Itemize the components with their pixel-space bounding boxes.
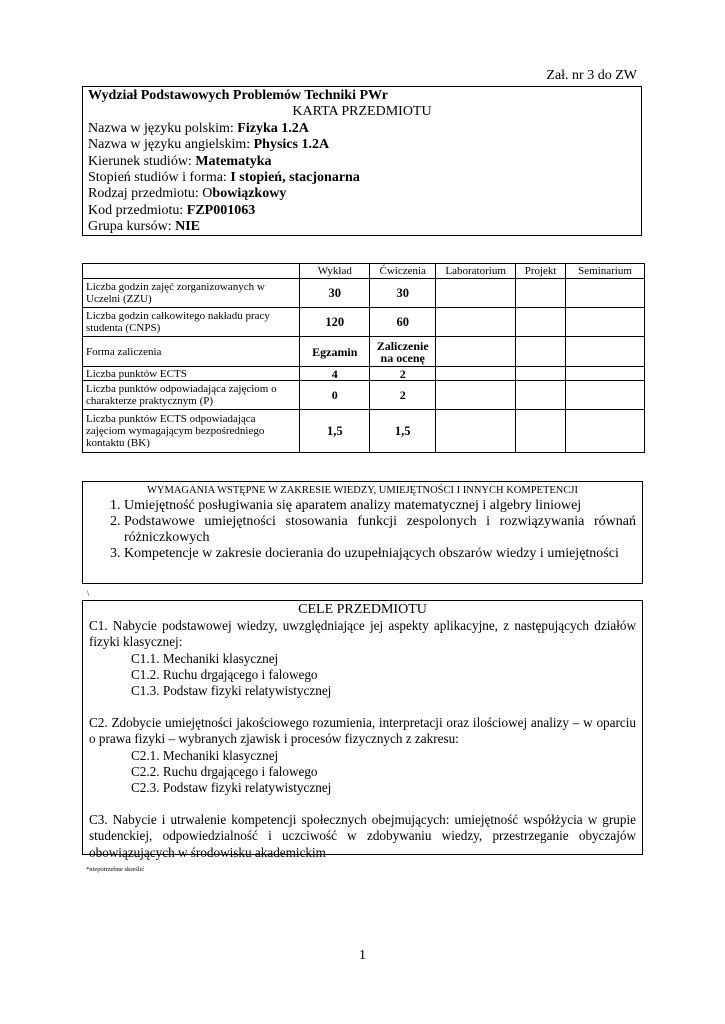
aim-sub-item: C2.3. Podstaw fizyki relatywistycznej (131, 780, 332, 796)
header-empty-cell (83, 264, 300, 279)
table-row (83, 410, 645, 453)
table-row (83, 279, 645, 308)
table-cell (436, 308, 516, 337)
table-cell: 2 (370, 367, 436, 381)
column-header: Laboratorium (436, 264, 516, 279)
row-label: Liczba punktów ECTS odpowiadająca zajęciom wymagającym bezpośredniego kontaktu (BK) (83, 410, 300, 453)
aims-title: CELE PRZEDMIOTU (298, 602, 427, 617)
row-label: Forma zaliczenia (83, 337, 300, 367)
row-label: Liczba punktów odpowiadająca zajęciom o charakterze praktycznym (P) (83, 381, 300, 410)
table-cell (516, 308, 566, 337)
faculty-name: Wydział Podstawowych Problemów Techniki PWr (88, 88, 388, 103)
aim-c3: C3. Nabycie i utrwalenie kompetencji społecznych obejmujących: umiejętność współżycia w grupie studenckiej, odpowiedzialność i uczciwość w zdobywaniu wiedzy, przestrzeganie obyczajów obowiązujących w środowisku akademickim (89, 812, 636, 860)
table-cell (566, 367, 645, 381)
table-cell (436, 279, 516, 308)
table-cell: 30 (370, 279, 436, 308)
attachment-note: Zał. nr 3 do ZW (546, 68, 637, 83)
header-row-name-en: Nazwa w języku angielskim: Physics 1.2A (88, 137, 330, 153)
requirements-list (89, 498, 636, 562)
spacer (89, 796, 636, 812)
table-cell (516, 337, 566, 367)
course-header-box (82, 86, 642, 236)
aim-c1: C1. Nabycie podstawowej wiedzy, uwzględniające jej aspekty aplikacyjne, z następujących działów fizyki klasycznej: (89, 618, 636, 650)
table-cell (516, 279, 566, 308)
column-header: Wykład (300, 264, 370, 279)
table-row (83, 381, 645, 410)
table-cell (516, 410, 566, 453)
table-cell (436, 337, 516, 367)
table-cell (436, 410, 516, 453)
header-row-level: Stopień studiów i forma: I stopień, stacjonarna (88, 170, 360, 186)
aim-sub-item: C1.3. Podstaw fizyki relatywistycznej (131, 683, 332, 699)
table-cell: 0 (300, 381, 370, 410)
aim-sub-item: C2.2. Ruchu drgającego i falowego (131, 763, 318, 779)
footnote: *niepotrzebne skreślić (86, 866, 145, 873)
requirements-title: WYMAGANIA WSTĘPNE W ZAKRESIE WIEDZY, UMIEJĘTNOŚCI I INNYCH KOMPETENCJI (147, 485, 578, 496)
table-cell: 1,5 (370, 410, 436, 453)
header-row-name-pl: Nazwa w języku polskim: Fizyka 1.2A (88, 120, 309, 136)
list-item: 2. Podstawowe umiejętności stosowania funkcji zespolonych i rozwiązywania równań różniczkowych (124, 514, 636, 546)
column-header: Projekt (516, 264, 566, 279)
aims-box (82, 600, 643, 860)
row-label: Liczba godzin zajęć zorganizowanych w Uczelni (ZZU) (83, 279, 300, 308)
header-row-group: Grupa kursów: NIE (88, 219, 201, 235)
column-header: Seminarium (566, 264, 645, 279)
hours-table (82, 263, 645, 453)
row-label: Liczba godzin całkowitego nakładu pracy studenta (CNPS) (83, 308, 300, 337)
table-cell (566, 381, 645, 410)
list-item: 3. Kompetencje w zakresie docierania do uzupełniających obszarów wiedzy i umiejętności (124, 546, 636, 562)
table-cell (566, 337, 645, 367)
list-item: 1. Umiejętność posługiwania się aparatem analizy matematycznej i algebry liniowej (124, 498, 636, 514)
table-cell (436, 381, 516, 410)
table-cell: 1,5 (300, 410, 370, 453)
page-number: 1 (359, 948, 366, 963)
table-row (83, 367, 645, 381)
table-cell (516, 367, 566, 381)
aim-sub-item: C1.2. Ruchu drgającego i falowego (131, 666, 318, 682)
table-cell (566, 308, 645, 337)
table-cell: Egzamin (300, 337, 370, 367)
table-cell: 60 (370, 308, 436, 337)
header-row-code: Kod przedmiotu: FZP001063 (88, 202, 256, 218)
table-cell: 4 (300, 367, 370, 381)
table-row (83, 308, 645, 337)
table-cell: 2 (370, 381, 436, 410)
aim-sub-item: C2.1. Mechaniki klasycznej (131, 747, 279, 763)
table-cell: Zaliczenie na ocenę (370, 337, 436, 367)
column-header: Ćwiczenia (370, 264, 436, 279)
header-row-type: Rodzaj przedmiotu: Obowiązkowy (88, 186, 287, 202)
card-title: KARTA PRZEDMIOTU (292, 104, 432, 120)
table-cell (566, 279, 645, 308)
table-cell (436, 367, 516, 381)
table-cell: 30 (300, 279, 370, 308)
table-row (83, 337, 645, 367)
table-cell (566, 410, 645, 453)
requirements-box (82, 481, 643, 584)
header-row-field: Kierunek studiów: Matematyka (88, 153, 272, 169)
table-cell: 120 (300, 308, 370, 337)
row-label: Liczba punktów ECTS (83, 367, 300, 381)
aim-c2: C2. Zdobycie umiejętności jakościowego rozumienia, interpretacji oraz ilościowej analizy – w oparciu o prawa fizyki – wybranych zjawisk i procesów fizycznych z zakresu: (89, 715, 636, 747)
table-header-row (83, 264, 645, 279)
aim-sub-item: C1.1. Mechaniki klasycznej (131, 650, 279, 666)
spacer (89, 699, 636, 715)
stray-mark: \ (87, 589, 90, 598)
table-cell (516, 381, 566, 410)
